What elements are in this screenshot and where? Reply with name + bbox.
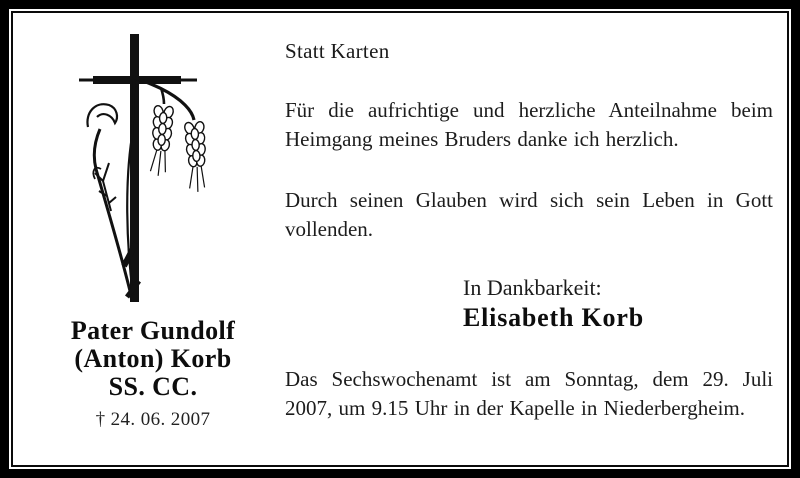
- deceased-name-line-1: Pater Gundolf: [70, 316, 236, 345]
- obituary-card: [11, 11, 789, 467]
- faith-paragraph: Durch seinen Glauben wird sich sein Leben in Gott vollenden.: [285, 188, 773, 241]
- frame-white-gap: [9, 9, 791, 469]
- deceased-name-line-3: SS. CC.: [108, 372, 198, 401]
- death-date: † 24. 06. 2007: [95, 409, 211, 430]
- deceased-name-line-2: (Anton) Korb: [74, 344, 232, 373]
- condolence-thanks-paragraph: Für die aufrichtige und herzliche Anteilnahme beim Heimgang meines Bruders danke ich herzlich.: [285, 98, 773, 151]
- deceased-name-block: [41, 317, 265, 431]
- service-announcement: Das Sechswochenamt ist am Sonntag, dem 29. Juli 2007, um 9.15 Uhr in der Kapelle in Niederbergheim.: [285, 367, 773, 420]
- mourner-name: Elisabeth Korb: [463, 303, 644, 332]
- gratitude-label: In Dankbarkeit:: [463, 275, 602, 300]
- gratitude-block: [463, 273, 644, 333]
- pre-header-statt-karten: Statt Karten: [285, 39, 390, 63]
- cross-and-wheat-icon: [69, 31, 219, 309]
